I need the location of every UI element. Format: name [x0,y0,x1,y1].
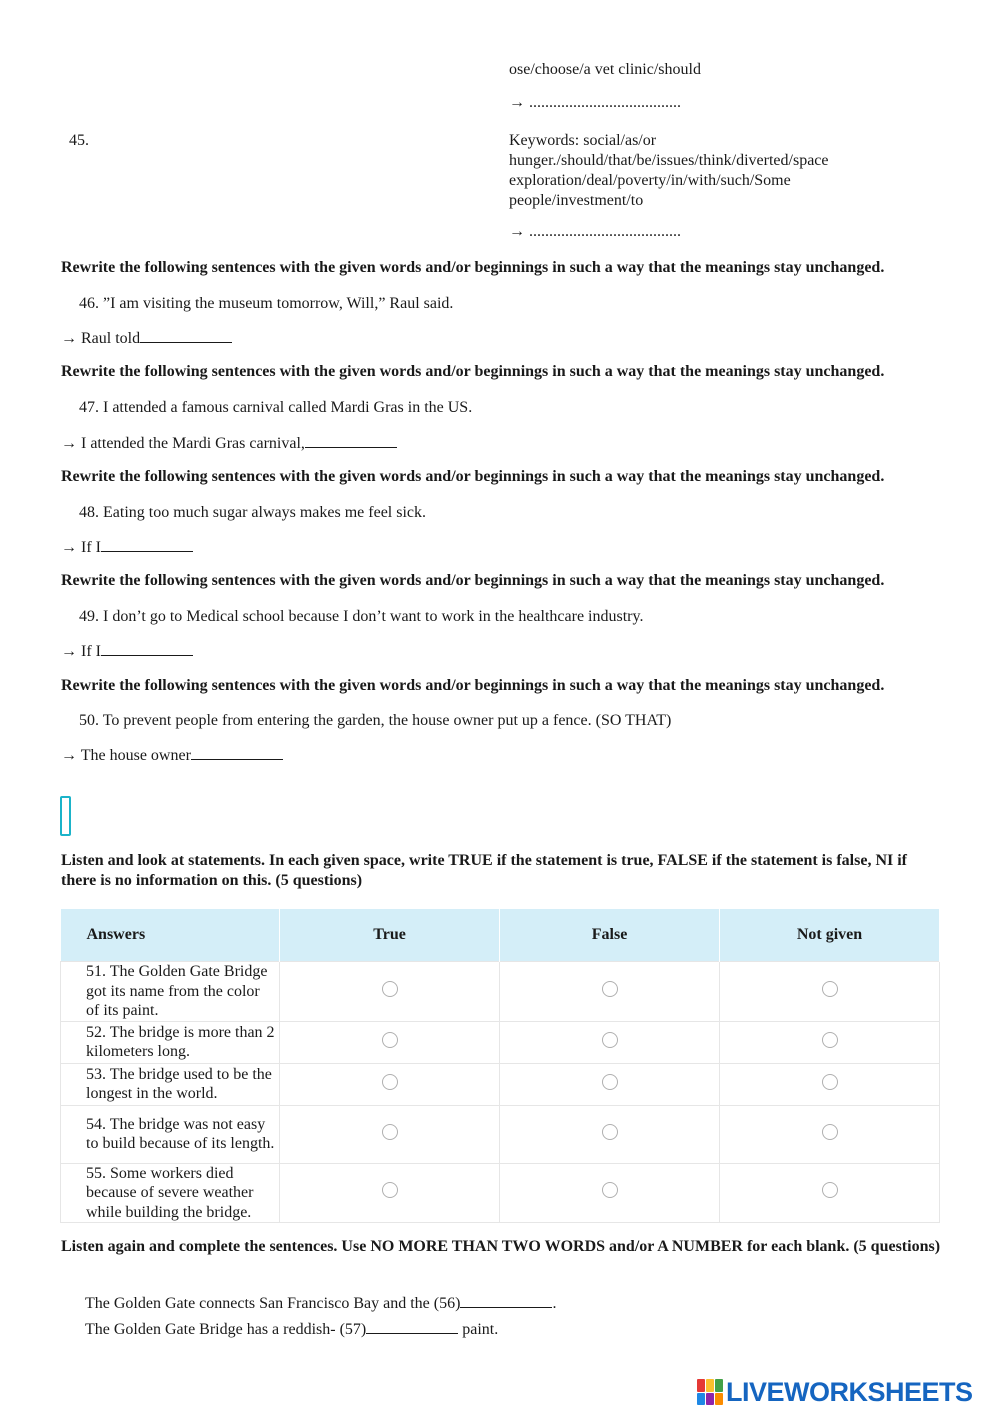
q56-answer-blank[interactable] [460,1292,552,1308]
radio-54-false[interactable] [602,1124,618,1140]
rewrite-instruction: Rewrite the following sentences with the given words and/or beginnings in such a way that the meanings stay unchanged. [61,677,885,694]
radio-54-true[interactable] [382,1124,398,1140]
q49-answer-line: → If I [61,640,193,661]
q48-answer-line: → If I [61,536,193,557]
q56-sentence: The Golden Gate connects San Francisco Bay and the (56) . [85,1292,556,1313]
q57-sentence: The Golden Gate Bridge has a reddish- (57) paint. [85,1318,498,1339]
statement-54: 54. The bridge was not easy to build because of its length. [61,1105,280,1163]
header-answers: Answers [61,909,280,962]
q49-answer-blank[interactable] [101,640,193,656]
q45-keywords: Keywords: social/as/or hunger./should/that/be/issues/think/diverted/space exploration/deal/poverty/in/with/such/Some people/investment/to [509,132,829,209]
q49-prompt: 49. I don’t go to Medical school because I don’t want to work in the healthcare industry. [79,608,644,625]
liveworksheets-mark-icon [697,1379,723,1405]
table-row [61,962,940,1022]
statement-51: 51. The Golden Gate Bridge got its name from the color of its paint. [61,962,280,1022]
q44-keywords: ose/choose/a vet clinic/should [509,61,701,78]
q47-answer-line: → I attended the Mardi Gras carnival, [61,432,397,453]
rewrite-instruction: Rewrite the following sentences with the given words and/or beginnings in such a way that the meanings stay unchanged. [61,259,885,276]
q50-prompt: 50. To prevent people from entering the garden, the house owner put up a fence. (SO THAT) [79,712,672,729]
statement-53: 53. The bridge used to be the longest in the world. [61,1063,280,1105]
radio-55-true[interactable] [382,1182,398,1198]
completion-instruction: Listen again and complete the sentences. Use NO MORE THAN TWO WORDS and/or A NUMBER for each blank. (5 questions) [61,1238,941,1255]
header-not-given: Not given [720,909,940,962]
q45-answer-field[interactable]: → ...................................... [509,223,681,240]
rewrite-instruction: Rewrite the following sentences with the given words and/or beginnings in such a way that the meanings stay unchanged. [61,468,885,485]
radio-55-not-given[interactable] [822,1182,838,1198]
radio-52-true[interactable] [382,1032,398,1048]
statement-52: 52. The bridge is more than 2 kilometers long. [61,1021,280,1063]
radio-55-false[interactable] [602,1182,618,1198]
radio-53-true[interactable] [382,1074,398,1090]
liveworksheets-logo [697,1374,973,1410]
radio-53-false[interactable] [602,1074,618,1090]
header-true: True [280,909,500,962]
table-row [61,1105,940,1163]
q48-prompt: 48. Eating too much sugar always makes me feel sick. [79,504,427,521]
radio-52-not-given[interactable] [822,1032,838,1048]
q47-answer-blank[interactable] [305,432,397,448]
q44-answer-field[interactable]: → ...................................... [509,94,681,111]
audio-player-placeholder[interactable] [60,796,71,836]
table-header-row [61,909,940,962]
q46-prompt: 46. ”I am visiting the museum tomorrow, Will,” Raul said. [79,295,454,312]
q57-answer-blank[interactable] [366,1318,458,1334]
radio-53-not-given[interactable] [822,1074,838,1090]
listening-instruction: Listen and look at statements. In each given space, write TRUE if the statement is true, FALSE if the statement is false, NI if there is no information on this. (5 questions) [61,852,907,889]
rewrite-instruction: Rewrite the following sentences with the given words and/or beginnings in such a way that the meanings stay unchanged. [61,363,885,380]
q50-answer-line: → The house owner [61,744,283,765]
radio-51-false[interactable] [602,981,618,997]
radio-51-true[interactable] [382,981,398,997]
q48-answer-blank[interactable] [101,536,193,552]
brand-name: LIVEWORKSHEETS [726,1376,973,1407]
q46-answer-blank[interactable] [140,327,232,343]
rewrite-instruction: Rewrite the following sentences with the given words and/or beginnings in such a way that the meanings stay unchanged. [61,572,885,589]
q50-answer-blank[interactable] [191,744,283,760]
q45-number: 45. [69,132,89,149]
radio-54-not-given[interactable] [822,1124,838,1140]
q46-answer-line: → Raul told [61,327,232,348]
table-row [61,1021,940,1063]
true-false-table [60,909,940,1223]
q47-prompt: 47. I attended a famous carnival called Mardi Gras in the US. [79,399,473,416]
table-row [61,1163,940,1223]
statement-55: 55. Some workers died because of severe weather while building the bridge. [61,1163,280,1223]
radio-52-false[interactable] [602,1032,618,1048]
header-false: False [500,909,720,962]
table-row [61,1063,940,1105]
radio-51-not-given[interactable] [822,981,838,997]
